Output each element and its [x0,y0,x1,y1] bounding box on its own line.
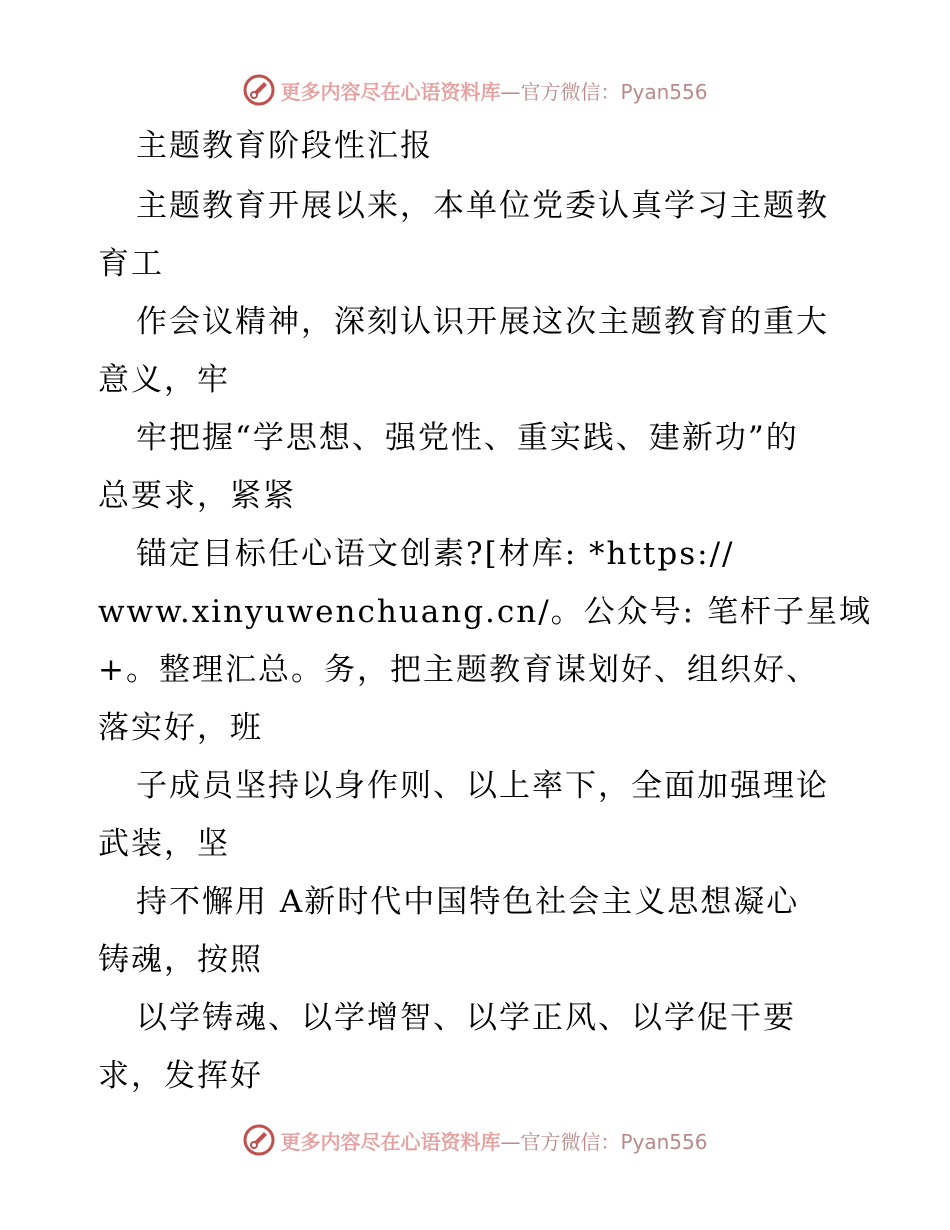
paragraph-line: 牢把握“学思想、强党性、重实践、建新功”的 [136,420,799,456]
paragraph-line: 落实好，班 [98,710,263,746]
paragraph-line: 子成员坚持以身作则、以上率下，全面加强理论 [136,768,829,804]
seal-logo-icon [242,1123,276,1157]
paragraph-line: 育工 [98,246,164,282]
document-title: 主题教育阶段性汇报 [136,128,433,164]
header-watermark [0,70,950,110]
paragraph-line: 求，发挥好 [98,1058,263,1094]
paragraph-line: 意义，牢 [98,362,230,398]
watermark-text: 更多内容尽在心语资料库—官方微信：Pyan556 [280,1129,708,1154]
paragraph-line: +。整理汇总。务，把主题教育谋划好、组织好、 [98,652,819,688]
paragraph-line: 铸魂，按照 [98,942,263,978]
paragraph-line: 作会议精神，深刻认识开展这次主题教育的重大 [136,304,829,340]
paragraph-line: 锚定目标任心语文创素?[材库: *https:// [136,536,735,572]
footer-watermark [0,1120,950,1160]
paragraph-line: 武装，坚 [98,826,230,862]
watermark-text: 更多内容尽在心语资料库—官方微信：Pyan556 [280,79,708,104]
paragraph-line: www.xinyuwenchuang.cn/。公众号: 笔杆子星域 [98,594,872,630]
paragraph-line: 主题教育开展以来，本单位党委认真学习主题教 [136,188,829,224]
seal-logo-icon [242,73,276,107]
paragraph-line: 以学铸魂、以学增智、以学正风、以学促干要 [136,1000,796,1036]
paragraph-line: 总要求，紧紧 [98,478,296,514]
paragraph-line: 持不懈用 A新时代中国特色社会主义思想凝心 [136,884,800,920]
